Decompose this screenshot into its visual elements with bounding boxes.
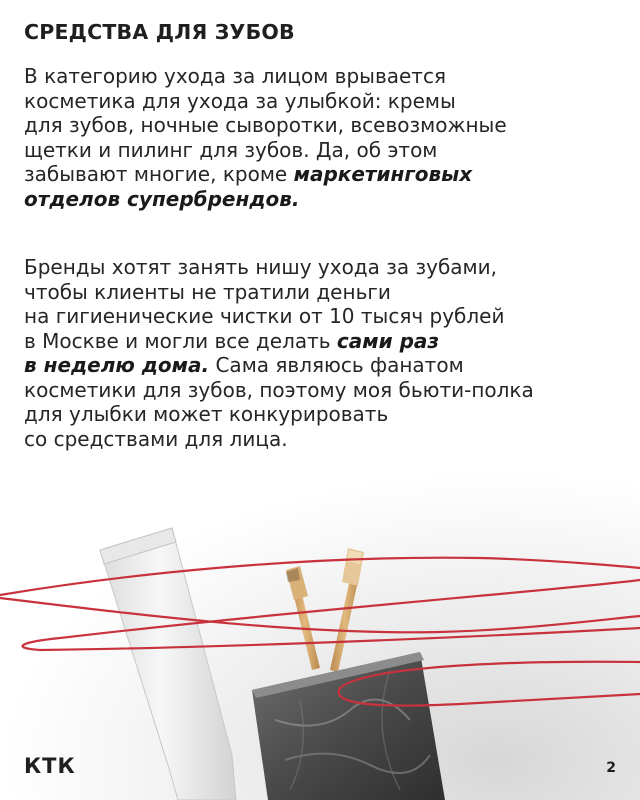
text-line: Бренды хотят занять нишу ухода за зубами, bbox=[24, 255, 497, 279]
text-line bbox=[24, 329, 624, 354]
page-title: СРЕДСТВА ДЛЯ ЗУБОВ bbox=[24, 20, 295, 44]
product-illustration bbox=[0, 520, 640, 800]
text-emphasis: отделов супербрендов. bbox=[24, 186, 300, 211]
page-number: 2 bbox=[606, 760, 616, 776]
brand-logo: КТК bbox=[24, 754, 76, 778]
text-line bbox=[24, 162, 624, 187]
text-line: со средствами для лица. bbox=[24, 426, 288, 451]
toothbrush-icon bbox=[286, 566, 320, 670]
text-emphasis: маркетинговых bbox=[293, 162, 473, 186]
text-emphasis: в неделю дома. bbox=[24, 353, 210, 377]
paragraph-brands bbox=[24, 255, 624, 451]
text-line: чтобы клиенты не тратили деньги bbox=[24, 279, 391, 304]
text-line bbox=[24, 353, 624, 378]
text-line: для зубов, ночные сыворотки, всевозможные bbox=[24, 113, 507, 137]
marble-cup-icon bbox=[252, 652, 445, 800]
text-line: на гигиенические чистки от 10 тысяч рублей bbox=[24, 304, 505, 328]
text-line: косметика для ухода за улыбкой: кремы bbox=[24, 88, 456, 113]
paragraph-intro bbox=[24, 64, 624, 211]
text-line: косметики для зубов, поэтому моя бьюти-полка bbox=[24, 377, 534, 402]
text-normal: забывают многие, кроме bbox=[24, 162, 294, 186]
text-normal: в Москве и могли все делать bbox=[24, 328, 337, 353]
text-line: В категорию ухода за лицом врывается bbox=[24, 64, 446, 88]
text-normal: Сама являюсь фанатом bbox=[209, 353, 464, 377]
text-emphasis: сами раз bbox=[336, 328, 440, 353]
text-line: для улыбки может конкурировать bbox=[24, 402, 389, 426]
text-line bbox=[24, 187, 624, 212]
text-line: щетки и пилинг для зубов. Да, об этом bbox=[24, 137, 438, 162]
